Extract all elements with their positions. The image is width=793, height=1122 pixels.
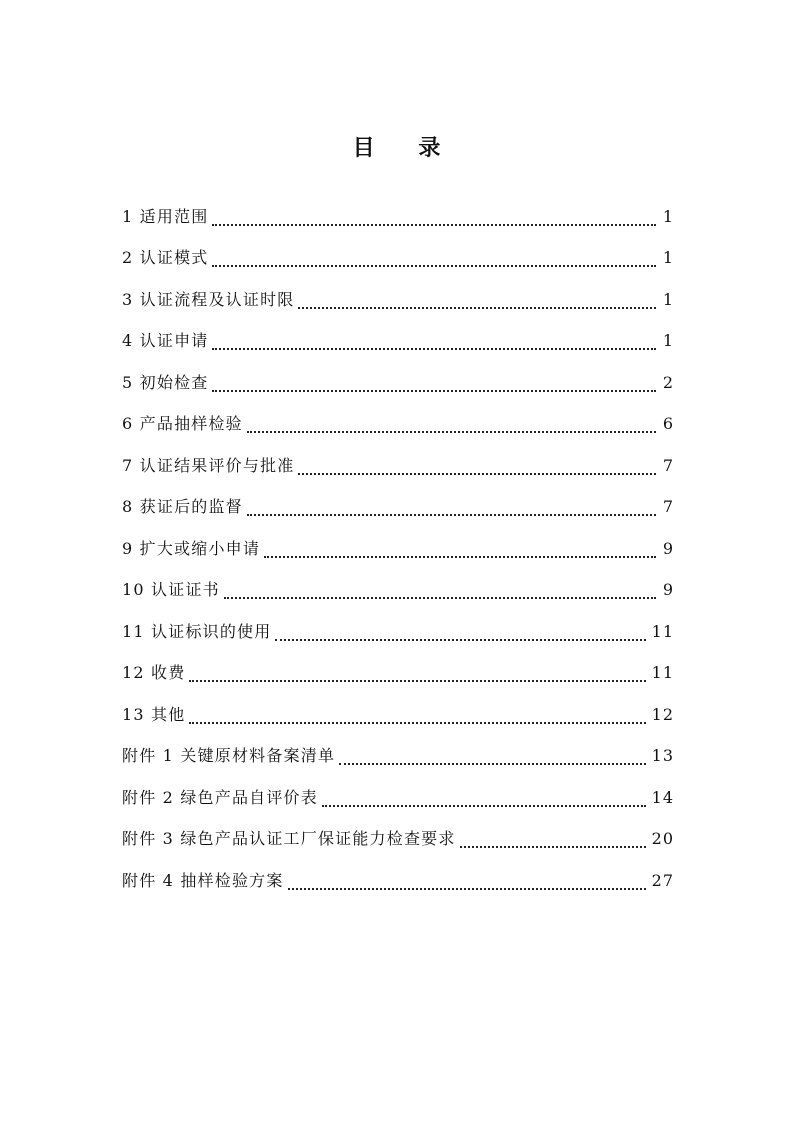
toc-entry-page: 1 — [662, 206, 674, 226]
toc-entry-label: 附件 3 绿色产品认证工厂保证能力检查要求 — [122, 829, 456, 848]
toc-entry-page: 9 — [662, 538, 674, 558]
toc-entry-page: 27 — [651, 870, 674, 890]
toc-entry[interactable] — [122, 401, 674, 443]
toc-entry-page: 20 — [651, 829, 674, 848]
toc-leader-dots — [212, 390, 656, 392]
toc-entry-page: 13 — [651, 746, 674, 765]
toc-entry[interactable] — [122, 442, 674, 484]
toc-entry[interactable] — [122, 650, 674, 692]
toc-leader-dots — [298, 473, 656, 475]
toc-leader-dots — [247, 431, 656, 433]
toc-entry-label: 附件 2 绿色产品自评价表 — [122, 787, 318, 807]
toc-leader-dots — [460, 846, 646, 848]
toc-entry-label: 6 产品抽样检验 — [122, 414, 243, 433]
toc-entry[interactable] — [122, 567, 674, 609]
toc-entry-page: 6 — [662, 414, 674, 433]
toc-entry-page: 1 — [662, 289, 674, 309]
toc-entry[interactable] — [122, 525, 674, 567]
toc-entry[interactable] — [122, 235, 674, 277]
toc-leader-dots — [212, 265, 656, 267]
toc-entry-page: 12 — [651, 704, 674, 724]
toc-entry-page: 2 — [662, 372, 674, 392]
toc-entry-label: 10 认证证书 — [122, 580, 220, 599]
toc-entry-page: 7 — [662, 455, 674, 475]
toc-entry-label: 5 初始检查 — [122, 372, 209, 392]
toc-entry-label: 4 认证申请 — [122, 331, 209, 350]
toc-entry-label: 1 适用范围 — [122, 206, 209, 226]
toc-entry-page: 11 — [651, 621, 674, 641]
toc-entry-label: 附件 1 关键原材料备案清单 — [122, 746, 336, 765]
toc-entry[interactable] — [122, 774, 674, 816]
toc-entry[interactable] — [122, 193, 674, 235]
toc-entry-page: 9 — [662, 580, 674, 599]
toc-entry[interactable] — [122, 276, 674, 318]
toc-entry[interactable] — [122, 359, 674, 401]
toc-leader-dots — [247, 514, 656, 516]
toc-entry-label: 附件 4 抽样检验方案 — [122, 870, 284, 890]
toc-entry-page: 1 — [662, 331, 674, 350]
toc-entry[interactable] — [122, 816, 674, 858]
toc-entry-label: 3 认证流程及认证时限 — [122, 289, 295, 309]
toc-leader-dots — [339, 763, 645, 765]
toc-entry-label: 12 收费 — [122, 663, 186, 682]
toc-entry[interactable] — [122, 608, 674, 650]
toc-entry[interactable] — [122, 484, 674, 526]
table-of-contents — [122, 193, 674, 899]
toc-leader-dots — [189, 722, 645, 724]
toc-entry[interactable] — [122, 691, 674, 733]
toc-entry-label: 11 认证标识的使用 — [122, 621, 272, 641]
toc-entry-page: 7 — [662, 497, 674, 516]
toc-leader-dots — [298, 307, 656, 309]
toc-leader-dots — [275, 639, 645, 641]
toc-entry-label: 8 获证后的监督 — [122, 497, 243, 516]
toc-title: 目 录 — [352, 135, 459, 161]
toc-entry[interactable] — [122, 857, 674, 899]
toc-entry[interactable] — [122, 318, 674, 360]
toc-entry[interactable] — [122, 733, 674, 775]
toc-entry-page: 1 — [662, 248, 674, 267]
toc-leader-dots — [322, 805, 646, 807]
toc-entry-label: 7 认证结果评价与批准 — [122, 455, 295, 475]
toc-leader-dots — [189, 680, 645, 682]
toc-entry-label: 9 扩大或缩小申请 — [122, 538, 261, 558]
toc-entry-page: 11 — [651, 663, 674, 682]
toc-leader-dots — [224, 597, 656, 599]
toc-leader-dots — [212, 348, 656, 350]
toc-leader-dots — [288, 888, 646, 890]
toc-leader-dots — [264, 556, 656, 558]
toc-entry-label: 13 其他 — [122, 704, 186, 724]
toc-leader-dots — [212, 224, 656, 226]
toc-entry-page: 14 — [651, 787, 674, 807]
toc-entry-label: 2 认证模式 — [122, 248, 209, 267]
